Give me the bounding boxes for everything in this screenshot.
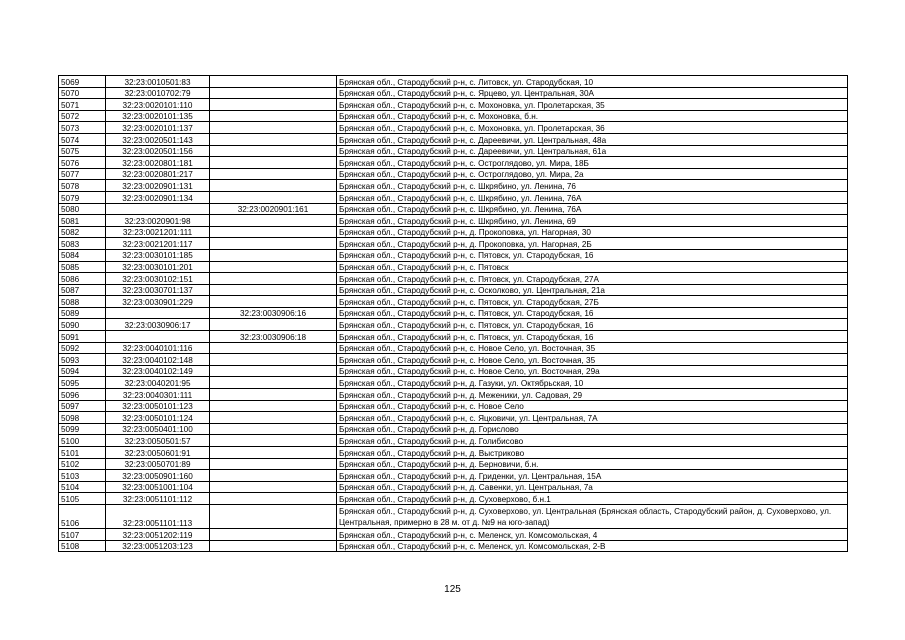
table-row	[59, 273, 848, 285]
cell-record-number: 5100	[59, 435, 106, 447]
table-row	[59, 540, 848, 552]
cell-cadastral-number: 32:23:0050601:91	[106, 447, 210, 459]
cell-address: Брянская обл., Стародубский р-н, с. Дареевичи, ул. Центральная, 61а	[337, 145, 848, 157]
cell-address: Брянская обл., Стародубский р-н, с. Мохоновка, ул. Пролетарская, 36	[337, 122, 848, 134]
cell-address: Брянская обл., Стародубский р-н, д. Савенки, ул. Центральная, 7а	[337, 481, 848, 493]
cell-record-number: 5085	[59, 261, 106, 273]
cell-address: Брянская обл., Стародубский р-н, с. Новое Село, ул. Восточная, 29а	[337, 365, 848, 377]
cell-record-number: 5108	[59, 540, 106, 552]
table-row	[59, 261, 848, 273]
cell-record-number: 5092	[59, 342, 106, 354]
cell-cadastral-number: 32:23:0020901:134	[106, 191, 210, 203]
cell-record-number: 5106	[59, 504, 106, 528]
cell-cadastral-number: 32:23:0050101:124	[106, 412, 210, 424]
cell-cadastral-number-alt	[210, 110, 337, 122]
cell-address: Брянская обл., Стародубский р-н, д. Суховерхово, б.н.1	[337, 493, 848, 505]
cell-cadastral-number-alt	[210, 365, 337, 377]
cell-address: Брянская обл., Стародубский р-н, с. Пятовск, ул. Стародубская, 16	[337, 249, 848, 261]
cell-address: Брянская обл., Стародубский р-н, с. Пятовск, ул. Стародубская, 16	[337, 331, 848, 343]
page-number: 125	[444, 584, 461, 595]
table-row	[59, 249, 848, 261]
cell-cadastral-number-alt	[210, 377, 337, 389]
cell-cadastral-number-alt	[210, 319, 337, 331]
cell-record-number: 5079	[59, 191, 106, 203]
cell-cadastral-number-alt	[210, 296, 337, 308]
cell-cadastral-number-alt	[210, 435, 337, 447]
cell-cadastral-number-alt	[210, 215, 337, 227]
cell-address: Брянская обл., Стародубский р-н, с. Остроглядово, ул. Мира, 18Б	[337, 157, 848, 169]
table-row	[59, 331, 848, 343]
cell-cadastral-number-alt	[210, 481, 337, 493]
cell-cadastral-number: 32:23:0050501:57	[106, 435, 210, 447]
cell-record-number: 5081	[59, 215, 106, 227]
table-row	[59, 458, 848, 470]
cell-cadastral-number: 32:23:0020801:181	[106, 157, 210, 169]
cell-cadastral-number-alt	[210, 157, 337, 169]
cell-cadastral-number-alt	[210, 133, 337, 145]
cell-address: Брянская обл., Стародубский р-н, с. Новое Село, ул. Восточная, 35	[337, 342, 848, 354]
cell-cadastral-number	[106, 307, 210, 319]
cell-record-number: 5082	[59, 226, 106, 238]
cell-cadastral-number-alt	[210, 191, 337, 203]
registry-table-body	[59, 76, 848, 552]
cell-address: Брянская обл., Стародубский р-н, с. Меленск, ул. Комсомольская, 4	[337, 529, 848, 541]
cell-record-number: 5069	[59, 76, 106, 88]
cell-cadastral-number: 32:23:0030906:17	[106, 319, 210, 331]
cell-cadastral-number: 32:23:0020901:131	[106, 180, 210, 192]
cell-cadastral-number-alt	[210, 540, 337, 552]
cell-cadastral-number: 32:23:0010501:83	[106, 76, 210, 88]
cell-address: Брянская обл., Стародубский р-н, д. Прокоповка, ул. Нагорная, 2Б	[337, 238, 848, 250]
table-row	[59, 400, 848, 412]
table-row	[59, 133, 848, 145]
cell-address: Брянская обл., Стародубский р-н, д. Горислово	[337, 423, 848, 435]
cell-cadastral-number-alt	[210, 226, 337, 238]
table-row	[59, 504, 848, 528]
cell-record-number: 5071	[59, 99, 106, 111]
cell-cadastral-number	[106, 203, 210, 215]
cell-cadastral-number: 32:23:0020101:135	[106, 110, 210, 122]
cell-cadastral-number-alt	[210, 122, 337, 134]
cell-address: Брянская обл., Стародубский р-н, с. Шкрябино, ул. Ленина, 69	[337, 215, 848, 227]
cell-record-number: 5089	[59, 307, 106, 319]
cell-cadastral-number-alt	[210, 168, 337, 180]
cell-record-number: 5105	[59, 493, 106, 505]
table-row	[59, 296, 848, 308]
cell-record-number: 5093	[59, 354, 106, 366]
cell-cadastral-number: 32:23:0050701:89	[106, 458, 210, 470]
cell-address: Брянская обл., Стародубский р-н, с. Осколково, ул. Центральная, 21а	[337, 284, 848, 296]
cell-record-number: 5096	[59, 389, 106, 401]
cell-address: Брянская обл., Стародубский р-н, с. Новое Село	[337, 400, 848, 412]
cell-cadastral-number-alt: 32:23:0030906:18	[210, 331, 337, 343]
table-row	[59, 191, 848, 203]
cell-record-number: 5084	[59, 249, 106, 261]
table-row	[59, 354, 848, 366]
cell-address: Брянская обл., Стародубский р-н, с. Новое Село, ул. Восточная, 35	[337, 354, 848, 366]
table-row	[59, 377, 848, 389]
cell-cadastral-number-alt	[210, 342, 337, 354]
cell-record-number: 5102	[59, 458, 106, 470]
table-row	[59, 110, 848, 122]
cell-record-number: 5080	[59, 203, 106, 215]
table-row	[59, 365, 848, 377]
cell-address: Брянская обл., Стародубский р-н, с. Мохоновка, б.н.	[337, 110, 848, 122]
table-row	[59, 157, 848, 169]
cell-cadastral-number-alt	[210, 99, 337, 111]
cell-address: Брянская обл., Стародубский р-н, с. Пятовск	[337, 261, 848, 273]
cell-cadastral-number: 32:23:0021201:111	[106, 226, 210, 238]
table-row	[59, 203, 848, 215]
cell-cadastral-number-alt	[210, 261, 337, 273]
cell-record-number: 5076	[59, 157, 106, 169]
cell-cadastral-number: 32:23:0040301:111	[106, 389, 210, 401]
table-row	[59, 307, 848, 319]
cell-cadastral-number	[106, 331, 210, 343]
cell-cadastral-number: 32:23:0050901:160	[106, 470, 210, 482]
table-row	[59, 99, 848, 111]
cell-address: Брянская обл., Стародубский р-н, д. Меженики, ул. Садовая, 29	[337, 389, 848, 401]
cell-address: Брянская обл., Стародубский р-н, с. Меленск, ул. Комсомольская, 2-В	[337, 540, 848, 552]
cell-cadastral-number: 32:23:0020801:217	[106, 168, 210, 180]
table-row	[59, 319, 848, 331]
cell-record-number: 5099	[59, 423, 106, 435]
cell-cadastral-number: 32:23:0030101:185	[106, 249, 210, 261]
cell-address: Брянская обл., Стародубский р-н, с. Литовск, ул. Стародубская, 10	[337, 76, 848, 88]
cell-record-number: 5078	[59, 180, 106, 192]
cell-cadastral-number: 32:23:0040102:148	[106, 354, 210, 366]
table-row	[59, 238, 848, 250]
cell-cadastral-number: 32:23:0051101:113	[106, 504, 210, 528]
cell-cadastral-number-alt	[210, 504, 337, 528]
cell-record-number: 5090	[59, 319, 106, 331]
cell-address: Брянская обл., Стародубский р-н, д. Прокоповка, ул. Нагорная, 30	[337, 226, 848, 238]
cell-address: Брянская обл., Стародубский р-н, с. Шкрябино, ул. Ленина, 76А	[337, 191, 848, 203]
cell-cadastral-number-alt	[210, 447, 337, 459]
cell-cadastral-number: 32:23:0020101:110	[106, 99, 210, 111]
cell-record-number: 5095	[59, 377, 106, 389]
cell-cadastral-number: 32:23:0020501:143	[106, 133, 210, 145]
cell-record-number: 5074	[59, 133, 106, 145]
cell-cadastral-number: 32:23:0040201:95	[106, 377, 210, 389]
cell-record-number: 5094	[59, 365, 106, 377]
cell-cadastral-number: 32:23:0020501:156	[106, 145, 210, 157]
table-row	[59, 342, 848, 354]
table-row	[59, 412, 848, 424]
cell-address: Брянская обл., Стародубский р-н, д. Берновичи, б.н.	[337, 458, 848, 470]
table-row	[59, 435, 848, 447]
table-row	[59, 76, 848, 88]
table-row	[59, 122, 848, 134]
cell-cadastral-number: 32:23:0050401:100	[106, 423, 210, 435]
cell-cadastral-number: 32:23:0051101:112	[106, 493, 210, 505]
cell-cadastral-number-alt	[210, 470, 337, 482]
cell-cadastral-number: 32:23:0030701:137	[106, 284, 210, 296]
cell-record-number: 5104	[59, 481, 106, 493]
cell-cadastral-number-alt	[210, 423, 337, 435]
cell-address: Брянская обл., Стародубский р-н, с. Дареевичи, ул. Центральная, 48а	[337, 133, 848, 145]
cell-cadastral-number: 32:23:0040101:116	[106, 342, 210, 354]
cell-cadastral-number-alt	[210, 458, 337, 470]
table-row	[59, 168, 848, 180]
cell-cadastral-number-alt	[210, 400, 337, 412]
table-row	[59, 145, 848, 157]
cell-record-number: 5101	[59, 447, 106, 459]
cell-address: Брянская обл., Стародубский р-н, с. Пятовск, ул. Стародубская, 27А	[337, 273, 848, 285]
cell-cadastral-number-alt: 32:23:0020901:161	[210, 203, 337, 215]
cell-address: Брянская обл., Стародубский р-н, д. Гриденки, ул. Центральная, 15А	[337, 470, 848, 482]
cell-cadastral-number: 32:23:0010702:79	[106, 87, 210, 99]
table-row	[59, 180, 848, 192]
cell-cadastral-number-alt	[210, 284, 337, 296]
cell-address: Брянская обл., Стародубский р-н, д. Газуки, ул. Октябрьская, 10	[337, 377, 848, 389]
table-row	[59, 389, 848, 401]
cell-address: Брянская обл., Стародубский р-н, д. Голибисово	[337, 435, 848, 447]
cell-cadastral-number-alt	[210, 389, 337, 401]
table-row	[59, 470, 848, 482]
cell-record-number: 5091	[59, 331, 106, 343]
cell-record-number: 5088	[59, 296, 106, 308]
cell-address: Брянская обл., Стародубский р-н, с. Пятовск, ул. Стародубская, 16	[337, 307, 848, 319]
cell-record-number: 5098	[59, 412, 106, 424]
table-row	[59, 87, 848, 99]
cell-cadastral-number: 32:23:0051001:104	[106, 481, 210, 493]
cell-address: Брянская обл., Стародубский р-н, с. Пятовск, ул. Стародубская, 27Б	[337, 296, 848, 308]
cell-cadastral-number-alt	[210, 145, 337, 157]
cell-cadastral-number-alt	[210, 273, 337, 285]
cell-address: Брянская обл., Стародубский р-н, с. Ярцево, ул. Центральная, 30А	[337, 87, 848, 99]
cell-record-number: 5086	[59, 273, 106, 285]
cell-record-number: 5075	[59, 145, 106, 157]
table-row	[59, 529, 848, 541]
cell-address: Брянская обл., Стародубский р-н, с. Остроглядово, ул. Мира, 2а	[337, 168, 848, 180]
table-row	[59, 215, 848, 227]
cell-address: Брянская обл., Стародубский р-н, с. Шкрябино, ул. Ленина, 76	[337, 180, 848, 192]
cell-cadastral-number-alt	[210, 76, 337, 88]
registry-table	[58, 75, 848, 552]
cell-address: Брянская обл., Стародубский р-н, с. Шкрябино, ул. Ленина, 76А	[337, 203, 848, 215]
cell-address: Брянская обл., Стародубский р-н, с. Яцковичи, ул. Центральная, 7А	[337, 412, 848, 424]
cell-cadastral-number: 32:23:0020901:98	[106, 215, 210, 227]
cell-address: Брянская обл., Стародубский р-н, д. Суховерхово, ул. Центральная (Брянская область, Стародубский район, д. Суховерхово, ул. Центральная, примерно в 28 м. от д. №9 на юго-запад)	[337, 504, 848, 528]
cell-cadastral-number-alt	[210, 87, 337, 99]
cell-cadastral-number-alt	[210, 238, 337, 250]
cell-cadastral-number-alt	[210, 412, 337, 424]
cell-address: Брянская обл., Стародубский р-н, с. Пятовск, ул. Стародубская, 16	[337, 319, 848, 331]
table-row	[59, 423, 848, 435]
cell-cadastral-number: 32:23:0020101:137	[106, 122, 210, 134]
cell-record-number: 5087	[59, 284, 106, 296]
cell-record-number: 5107	[59, 529, 106, 541]
cell-record-number: 5097	[59, 400, 106, 412]
cell-record-number: 5072	[59, 110, 106, 122]
cell-cadastral-number: 32:23:0021201:117	[106, 238, 210, 250]
cell-cadastral-number: 32:23:0040102:149	[106, 365, 210, 377]
cell-cadastral-number-alt	[210, 249, 337, 261]
cell-cadastral-number: 32:23:0030102:151	[106, 273, 210, 285]
cell-cadastral-number-alt	[210, 493, 337, 505]
cell-cadastral-number: 32:23:0050101:123	[106, 400, 210, 412]
cell-record-number: 5083	[59, 238, 106, 250]
cell-cadastral-number-alt: 32:23:0030906:16	[210, 307, 337, 319]
cell-cadastral-number: 32:23:0051202:119	[106, 529, 210, 541]
cell-record-number: 5103	[59, 470, 106, 482]
cell-record-number: 5070	[59, 87, 106, 99]
cell-cadastral-number: 32:23:0030901:229	[106, 296, 210, 308]
cell-record-number: 5077	[59, 168, 106, 180]
cell-cadastral-number: 32:23:0051203:123	[106, 540, 210, 552]
table-row	[59, 226, 848, 238]
table-row	[59, 493, 848, 505]
table-row	[59, 284, 848, 296]
cell-cadastral-number-alt	[210, 529, 337, 541]
cell-cadastral-number-alt	[210, 180, 337, 192]
cell-address: Брянская обл., Стародубский р-н, д. Выстриково	[337, 447, 848, 459]
table-row	[59, 447, 848, 459]
cell-address: Брянская обл., Стародубский р-н, с. Мохоновка, ул. Пролетарская, 35	[337, 99, 848, 111]
table-row	[59, 481, 848, 493]
cell-cadastral-number-alt	[210, 354, 337, 366]
cell-record-number: 5073	[59, 122, 106, 134]
cell-cadastral-number: 32:23:0030101:201	[106, 261, 210, 273]
